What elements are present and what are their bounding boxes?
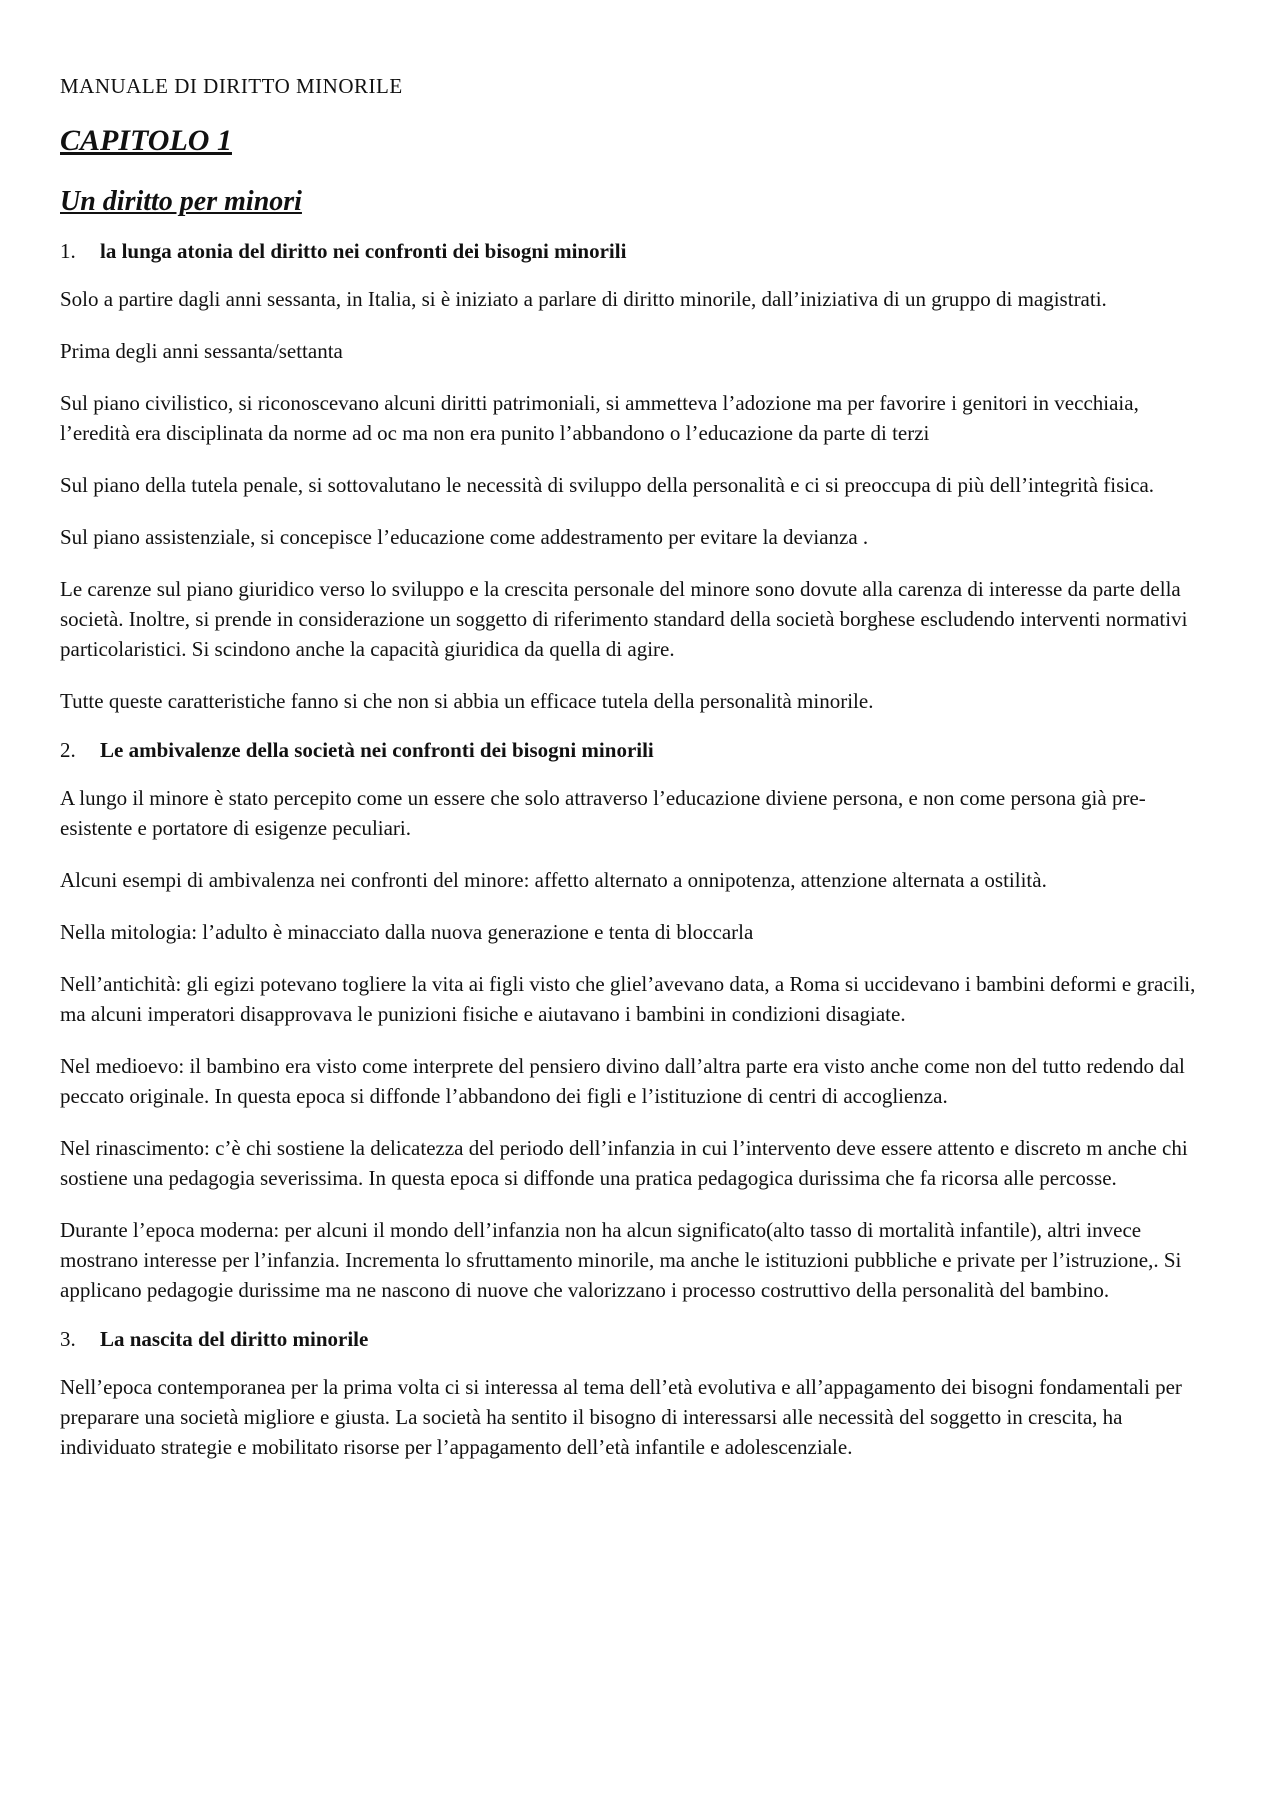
section-title: la lunga atonia del diritto nei confronti dei bisogni minorili (100, 238, 627, 263)
section-heading (60, 738, 1210, 763)
paragraph: Nel medioevo: il bambino era visto come interprete del pensiero divino dall’altra parte era visto anche come non del tutto redendo dal peccato originale. In questa epoca si diffonde l’abbandono dei figli e l’istituzione di centri di accoglienza. (60, 1054, 1185, 1109)
paragraph: Nell’epoca contemporanea per la prima volta ci si interessa al tema dell’età evolutiva e all’appagamento dei bisogni fondamentali per preparare una società migliore e giusta. La società ha sentito il bisogno di interessarsi alle necessità del soggetto in crescita, ha individuato strategie e mobilitato risorse per l’appagamento dell’età infantile e adolescenziale. (60, 1375, 1182, 1460)
section-3 (60, 1327, 1210, 1462)
paragraph: Nell’antichità: gli egizi potevano togliere la vita ai figli visto che gliel’avevano data, a Roma si uccidevano i bambini deformi e gracili, ma alcuni imperatori disapprovava le punizioni fisiche e aiutavano i bambini in condizioni disagiate. (60, 972, 1196, 1027)
section-number: 2. (60, 737, 76, 762)
section-1 (60, 239, 1210, 716)
chapter-title: CAPITOLO 1 (60, 124, 232, 158)
section-number: 3. (60, 1327, 76, 1352)
section-title: Le ambivalenze della società nei confronti dei bisogni minorili (100, 737, 654, 762)
document-page (60, 74, 1210, 1484)
paragraph: Nella mitologia: l’adulto è minacciato dalla nuova generazione e tenta di bloccarla (60, 920, 754, 945)
paragraph: Sul piano assistenziale, si concepisce l’educazione come addestramento per evitare la devianza . (60, 524, 869, 549)
paragraph: A lungo il minore è stato percepito come un essere che solo attraverso l’educazione diviene persona, e non come persona già pre-esistente e portatore di esigenze peculiari. (60, 786, 1146, 841)
paragraph: Prima degli anni sessanta/settanta (60, 338, 343, 363)
paragraph: Sul piano della tutela penale, si sottovalutano le necessità di sviluppo della personalità e ci si preoccupa di più dell’integrità fisica. (60, 472, 1155, 497)
document-header: MANUALE DI DIRITTO MINORILE (60, 74, 403, 98)
paragraph: Sul piano civilistico, si riconoscevano alcuni diritti patrimoniali, si ammetteva l’adozione ma per favorire i genitori in vecchiaia, l’eredità era disciplinata da norme ad oc ma non era punito l’abbandono o l’educazione da parte di terzi (60, 390, 1139, 445)
paragraph: Nel rinascimento: c’è chi sostiene la delicatezza del periodo dell’infanzia in cui l’intervento deve essere attento e discreto m anche chi sostiene una pedagogia severissima. In questa epoca si diffonde una pratica pedagogica durissima che fa ricorsa alle percosse. (60, 1136, 1188, 1191)
chapter-subtitle: Un diritto per minori (60, 186, 302, 218)
section-heading (60, 239, 1210, 264)
paragraph: Alcuni esempi di ambivalenza nei confronti del minore: affetto alternato a onnipotenza, attenzione alternata a ostilità. (60, 868, 1047, 893)
section-heading (60, 1327, 1210, 1352)
section-2 (60, 738, 1210, 1305)
paragraph: Tutte queste caratteristiche fanno si che non si abbia un efficace tutela della personalità minorile. (60, 688, 874, 713)
paragraph: Durante l’epoca moderna: per alcuni il mondo dell’infanzia non ha alcun significato(alto tasso di mortalità infantile), altri invece mostrano interesse per l’infanzia. Incrementa lo sfruttamento minorile, ma anche le istituzioni pubbliche e private per l’istruzione,. Si applicano pedagogie durissime ma ne nascono di nuove che valorizzano i processo costruttivo della personalità del bambino. (60, 1218, 1182, 1303)
section-title: La nascita del diritto minorile (100, 1327, 369, 1352)
paragraph: Le carenze sul piano giuridico verso lo sviluppo e la crescita personale del minore sono dovute alla carenza di interesse da parte della società. Inoltre, si prende in considerazione un soggetto di riferimento standard della società borghese escludendo interventi normativi particolaristici. Si scindono anche la capacità giuridica da quella di agire. (60, 576, 1188, 661)
section-number: 1. (60, 238, 76, 263)
paragraph: Solo a partire dagli anni sessanta, in Italia, si è iniziato a parlare di diritto minorile, dall’iniziativa di un gruppo di magistrati. (60, 286, 1107, 311)
